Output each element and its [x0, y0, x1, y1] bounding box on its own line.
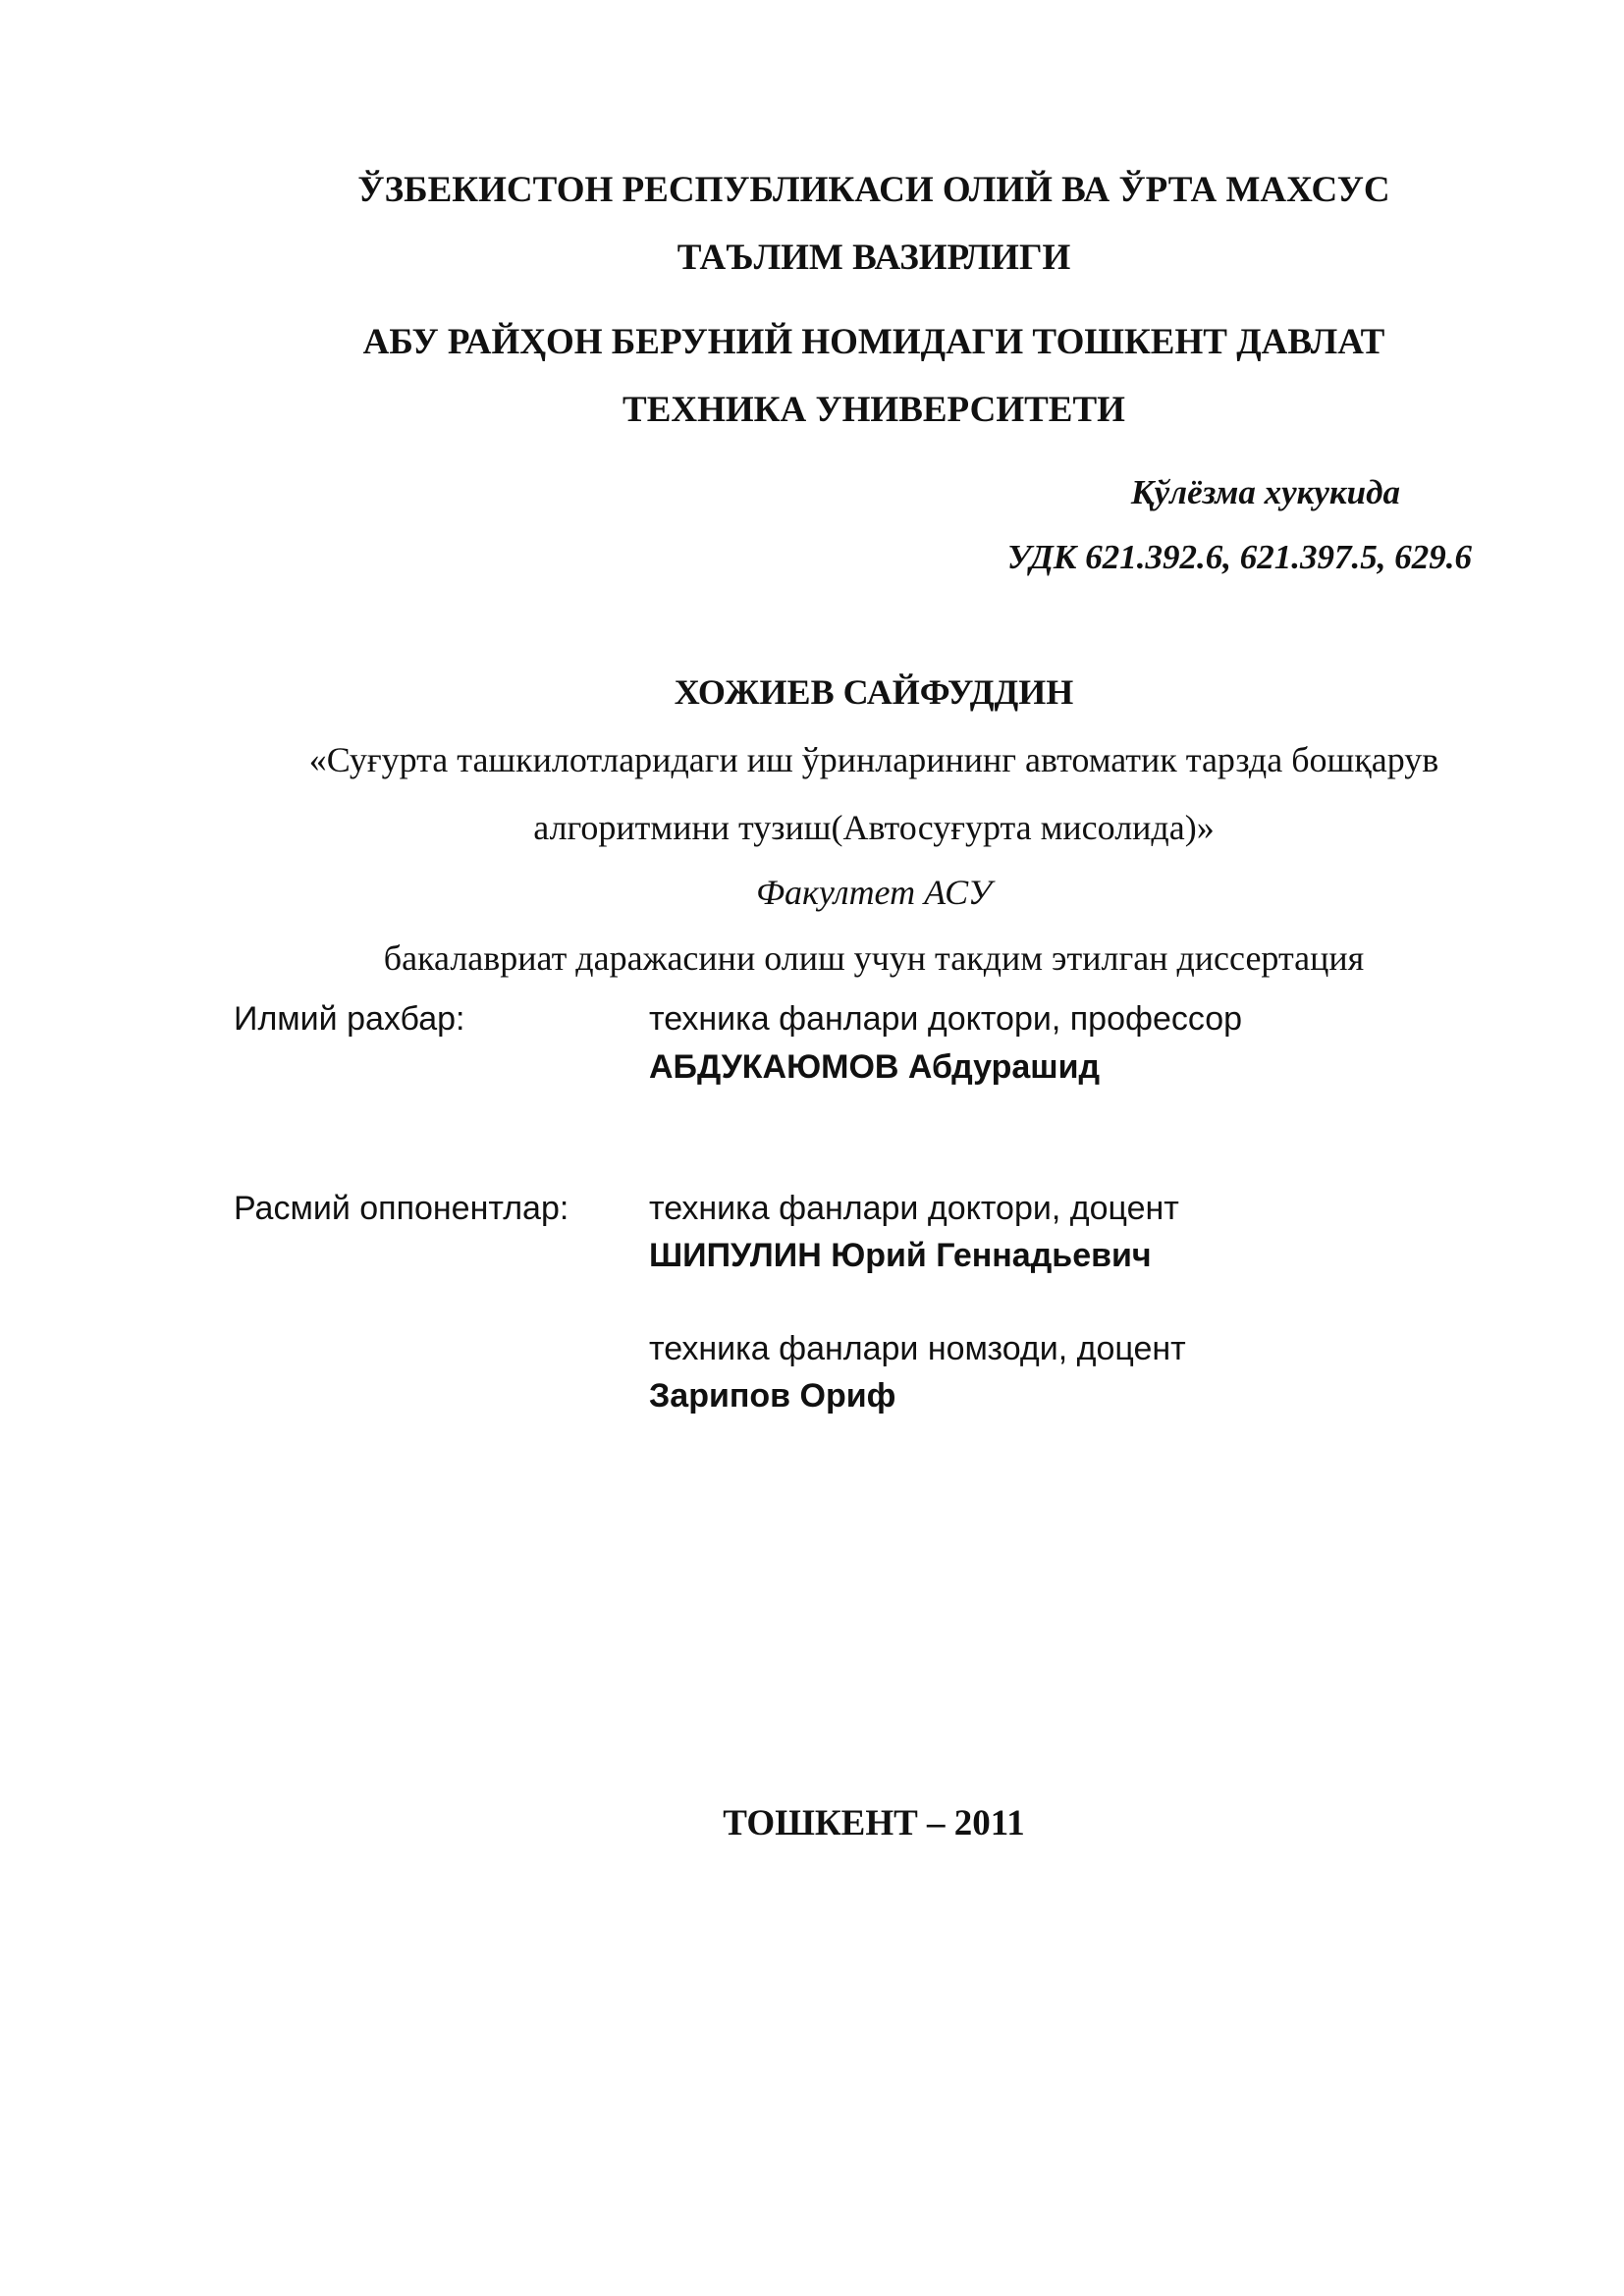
author-name: ХОЖИЕВ САЙФУДДИН — [674, 672, 1074, 712]
university-title-line2: ТЕХНИКА УНИВЕРСИТЕТИ — [623, 390, 1125, 430]
degree-statement: бакалавриат даражасини олиш учун такдим этилган диссертация — [383, 938, 1365, 978]
supervisor-name: АБДУКАЮМОВ Абдурашид — [649, 1048, 1101, 1086]
ministry-title-line1: ЎЗБЕКИСТОН РЕСПУБЛИКАСИ ОЛИЙ ВА ЎРТА МАХСУС — [357, 170, 1390, 210]
manuscript-rights: Қўлёзма хукукида — [1130, 473, 1400, 511]
opponent-1-position: техника фанлари доктори, доцент — [649, 1190, 1179, 1227]
faculty: Факултет АСУ — [756, 873, 992, 912]
city-year: ТОШКЕНТ – 2011 — [723, 1803, 1025, 1843]
opponent-1-name: ШИПУЛИН Юрий Геннадьевич — [649, 1237, 1152, 1274]
supervisor-position: техника фанлари доктори, профессор — [649, 1000, 1243, 1038]
thesis-title-line2: алгоритмини тузиш(Автосуғурта мисолида)» — [533, 808, 1215, 847]
supervisor-label: Илмий рахбар: — [234, 1000, 465, 1038]
opponent-2-name: Зарипов Ориф — [649, 1377, 896, 1415]
opponents-label: Расмий оппонентлар: — [234, 1190, 569, 1227]
university-title-line1: АБУ РАЙҲОН БЕРУНИЙ НОМИДАГИ ТОШКЕНТ ДАВЛАТ — [362, 322, 1385, 362]
udk-code: УДК 621.392.6, 621.397.5, 629.6 — [1006, 538, 1472, 576]
thesis-title-line1: «Суғурта ташкилотларидаги иш ўринларининг автоматик тарзда бошқарув — [308, 740, 1439, 779]
ministry-title-line2: ТАЪЛИМ ВАЗИРЛИГИ — [677, 238, 1071, 278]
opponent-2-position: техника фанлари номзоди, доцент — [649, 1330, 1186, 1367]
